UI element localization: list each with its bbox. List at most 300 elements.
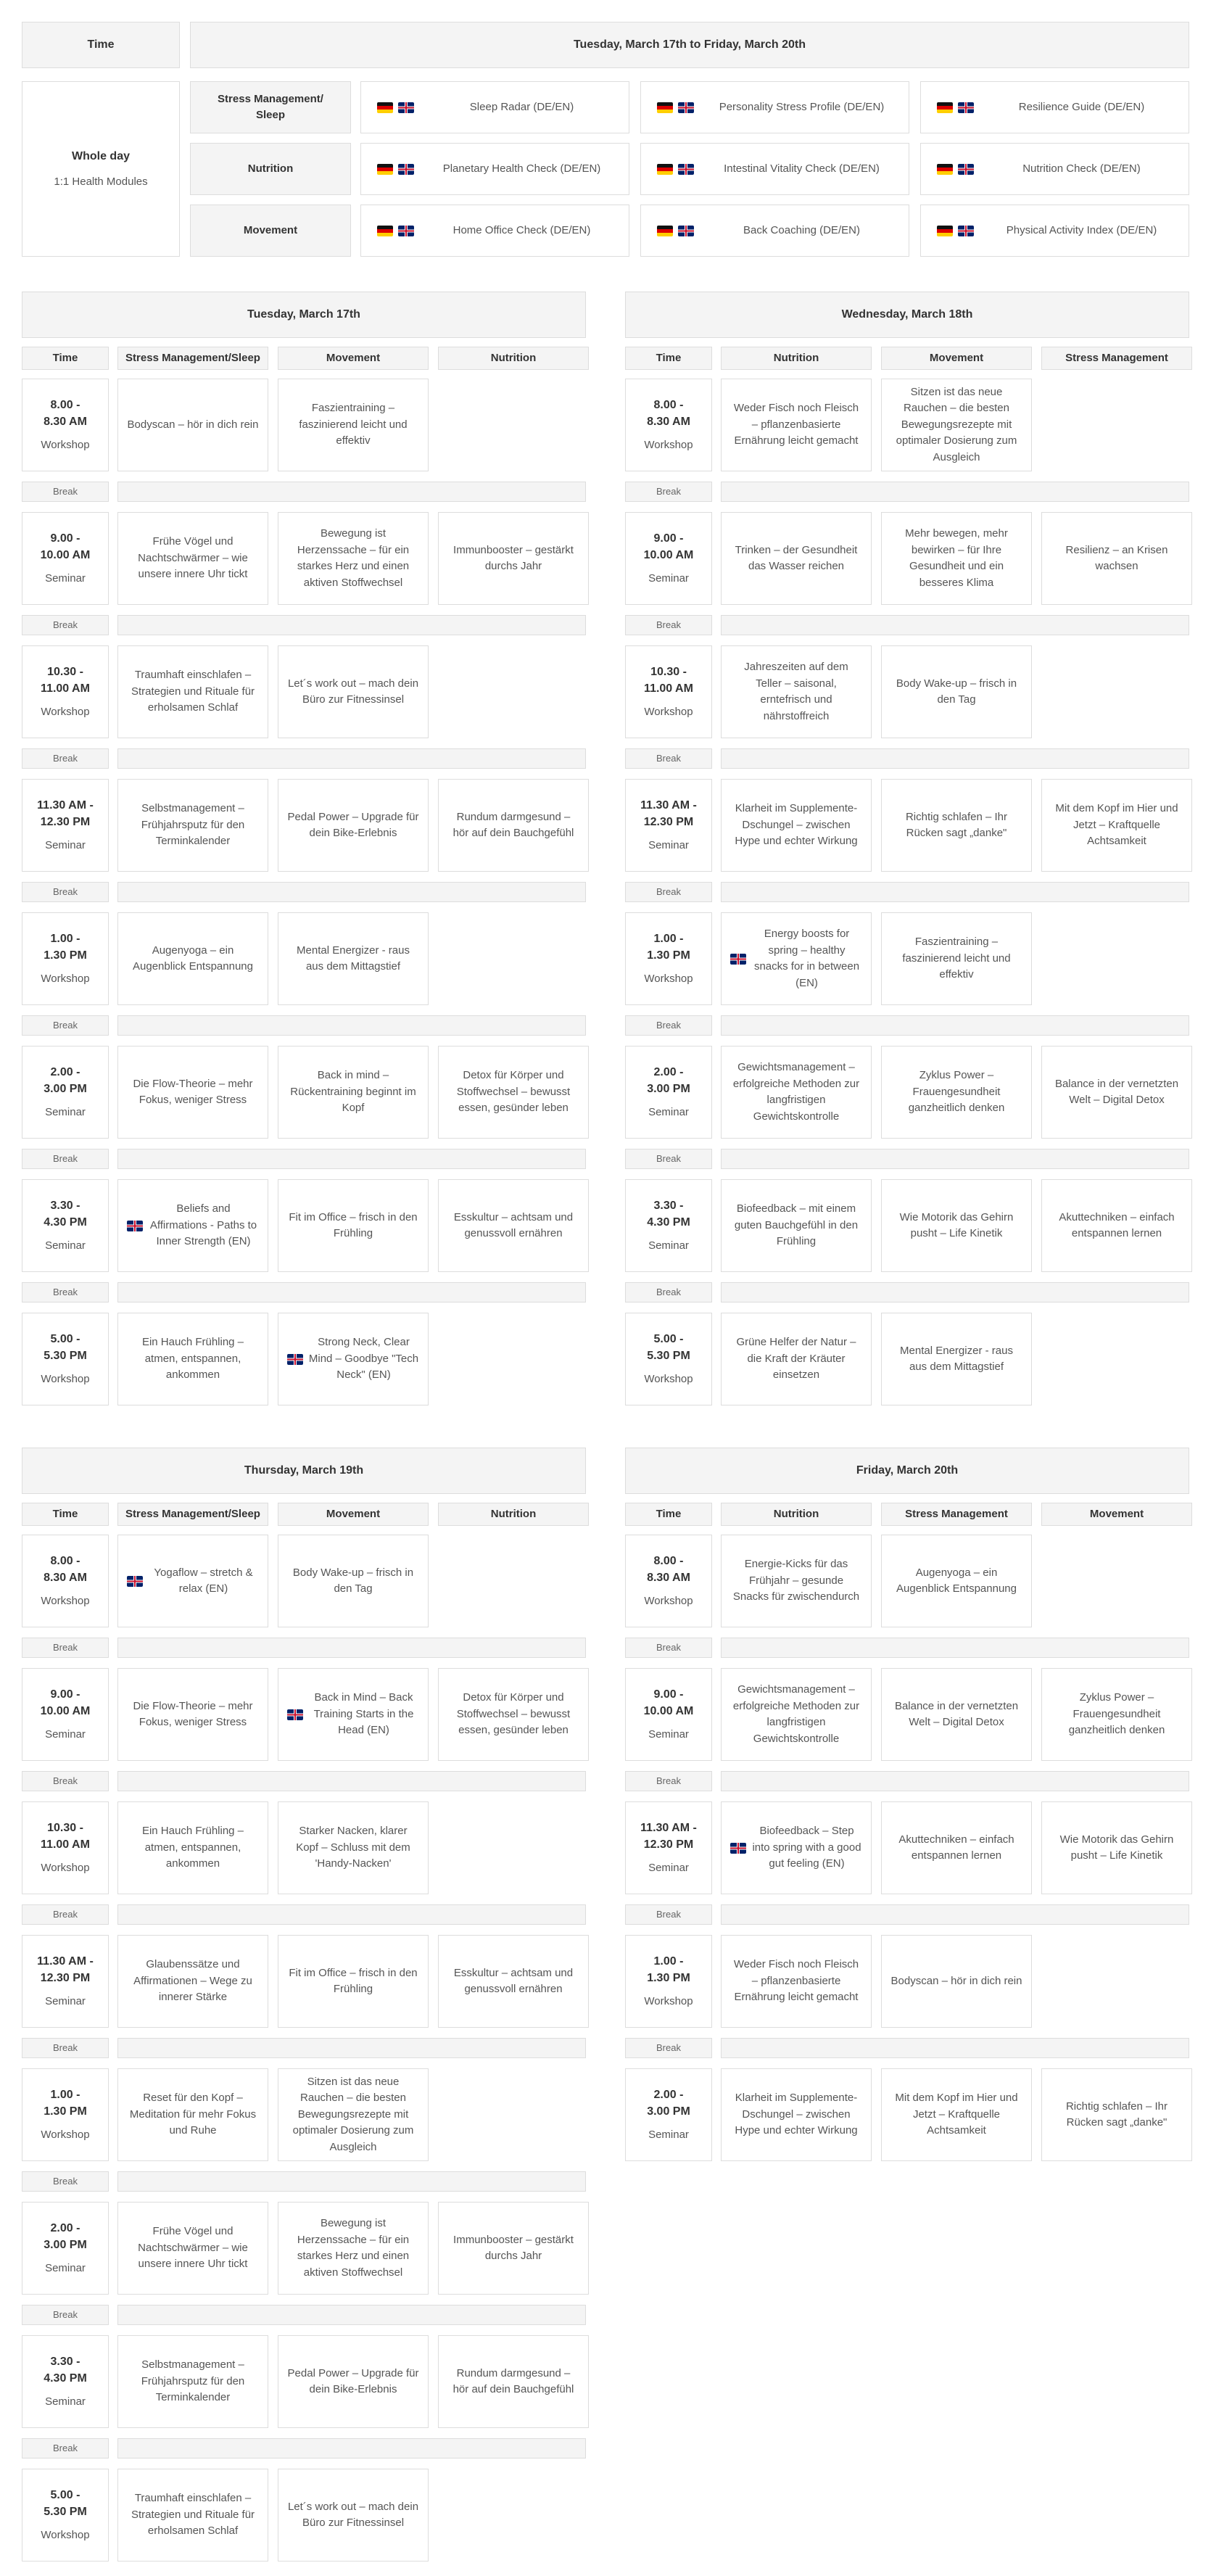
session-cell[interactable] <box>278 1935 429 2028</box>
session-cell[interactable] <box>438 2335 589 2428</box>
session-content <box>722 2090 871 2139</box>
session-content <box>882 1068 1031 1117</box>
session-content <box>118 1698 268 1731</box>
session-cell[interactable] <box>278 1313 429 1405</box>
german-flag-icon <box>657 102 673 113</box>
time-slot-cell <box>625 912 712 1005</box>
session-content <box>118 534 268 583</box>
uk-flag-icon <box>287 1354 303 1365</box>
session-content <box>722 542 871 575</box>
session-cell[interactable] <box>278 2335 429 2428</box>
session-cell[interactable] <box>278 2469 429 2561</box>
session-title: Gewichtsmanagement – erfolgreiche Methoden zur langfristigen Gewichtskontrolle <box>732 1683 860 1745</box>
session-cell[interactable] <box>721 645 872 738</box>
language-flags <box>657 102 699 113</box>
time-slot-cell <box>625 1313 712 1405</box>
session-content <box>722 400 871 450</box>
time-slot-cell <box>22 379 109 471</box>
german-flag-icon <box>937 164 953 175</box>
uk-flag-icon <box>287 1709 303 1720</box>
column-header-label: Movement <box>326 1507 381 1520</box>
break-bar <box>117 1015 586 1036</box>
slot-time: 3.30 - 4.30 PM <box>44 2355 87 2385</box>
slot-time: 3.30 - 4.30 PM <box>647 1199 690 1229</box>
session-cell[interactable] <box>881 379 1032 471</box>
session-title: Weder Fisch noch Fleisch – pflanzenbasierte Ernährung leicht gemacht <box>733 402 859 447</box>
break-label: Break <box>53 1020 78 1031</box>
session-cell[interactable] <box>438 1046 589 1139</box>
health-module-item[interactable] <box>360 81 629 133</box>
break-label: Break <box>53 1287 78 1298</box>
health-module-item[interactable] <box>640 143 909 195</box>
session-cell[interactable] <box>881 512 1032 605</box>
session-content <box>278 2366 428 2398</box>
session-cell[interactable] <box>117 1535 268 1627</box>
language-flags <box>377 164 419 175</box>
day-title: Thursday, March 19th <box>244 1464 364 1477</box>
session-cell[interactable] <box>278 912 429 1005</box>
session-cell[interactable] <box>278 379 429 471</box>
column-header-label: Movement <box>929 351 984 364</box>
uk-flag-icon <box>127 1576 143 1587</box>
time-slot-cell <box>22 1801 109 1894</box>
slot-time: 10.30 - 11.00 AM <box>41 1821 90 1851</box>
time-slot-cell <box>22 2335 109 2428</box>
slot-type: Seminar <box>45 2395 86 2408</box>
session-title: Jahreszeiten auf dem Teller – saisonal, erntefrisch und nährstoffreich <box>744 661 848 722</box>
column-header <box>1041 347 1192 370</box>
session-cell[interactable] <box>881 645 1032 738</box>
column-header-label: Stress Management <box>905 1507 1008 1520</box>
break-label: Break <box>656 1775 681 1787</box>
session-content <box>882 1832 1031 1865</box>
break-bar <box>721 1638 1189 1658</box>
session-cell[interactable] <box>881 1801 1032 1894</box>
slot-time: 9.00 - 10.00 AM <box>643 1688 694 1717</box>
session-cell[interactable] <box>278 2202 429 2295</box>
session-content <box>118 943 268 975</box>
session-content <box>722 1201 871 1250</box>
session-title: Biofeedback – mit einem guten Bauchgefühl in den Frühling <box>734 1202 859 1248</box>
break-label-cell <box>625 1638 712 1658</box>
break-label: Break <box>656 1642 681 1654</box>
session-cell[interactable] <box>881 2068 1032 2161</box>
column-header-label: Time <box>52 351 78 364</box>
day-title-header <box>625 1448 1189 1494</box>
session-title: Bewegung ist Herzenssache – für ein starkes Herz und einen aktiven Stoffwechsel <box>297 527 410 589</box>
health-module-item[interactable] <box>640 81 909 133</box>
german-flag-icon <box>937 226 953 236</box>
column-header-label: Movement <box>1089 1507 1144 1520</box>
break-label: Break <box>656 886 681 898</box>
health-module-item[interactable] <box>920 81 1189 133</box>
session-content <box>722 1556 871 1606</box>
session-title: Fit im Office – frisch in den Frühling <box>289 1966 418 1995</box>
session-title: Wie Motorik das Gehirn pusht – Life Kinetik <box>1059 1833 1174 1862</box>
session-title: Traumhaft einschlafen – Strategien und Rituale für erholsamen Schlaf <box>131 669 255 714</box>
session-cell[interactable] <box>721 1535 872 1627</box>
module-name: Physical Activity Index (DE/EN) <box>1006 223 1157 236</box>
modules-label: 1:1 Health Modules <box>54 175 148 188</box>
session-title: Sitzen ist das neue Rauchen – die besten Bewegungsrezepte mit optimaler Dosierung zum Ausgleich <box>896 385 1017 463</box>
module-name: Nutrition Check (DE/EN) <box>1022 162 1141 175</box>
session-title: Energy boosts for spring – healthy snacks for in between (EN) <box>753 928 860 989</box>
session-title: Zyklus Power – Frauengesundheit ganzheitlich denken <box>1068 1691 1165 1737</box>
slot-type: Workshop <box>644 705 693 718</box>
break-label-cell <box>22 2038 109 2058</box>
break-label-cell <box>22 1638 109 1658</box>
session-cell[interactable] <box>721 1801 872 1894</box>
uk-flag-icon <box>678 164 694 175</box>
break-label-cell <box>22 1149 109 1169</box>
break-label-cell <box>22 882 109 902</box>
session-cell[interactable] <box>721 1179 872 1272</box>
session-content <box>278 1210 428 1242</box>
time-slot-cell <box>625 379 712 471</box>
uk-flag-icon <box>730 1843 746 1854</box>
session-cell[interactable] <box>1041 1801 1192 1894</box>
slot-type: Workshop <box>41 705 90 718</box>
session-title: Bodyscan – hör in dich rein <box>127 418 259 431</box>
session-cell[interactable] <box>278 645 429 738</box>
time-slot-cell <box>625 512 712 605</box>
break-label-cell <box>22 1282 109 1303</box>
whole-day-label: Whole day <box>71 149 130 162</box>
session-cell[interactable] <box>438 1179 589 1272</box>
session-title: Pedal Power – Upgrade für dein Bike-Erlebnis <box>287 2366 419 2395</box>
session-cell[interactable] <box>117 2469 268 2561</box>
session-cell[interactable] <box>278 1668 429 1761</box>
time-slot-cell <box>22 912 109 1005</box>
break-bar <box>117 748 586 769</box>
time-slot-cell <box>22 1313 109 1405</box>
session-content <box>722 1682 871 1747</box>
session-cell[interactable] <box>881 1046 1032 1139</box>
break-label-cell <box>22 2305 109 2325</box>
session-title: Reset für den Kopf – Meditation für mehr Fokus und Ruhe <box>129 2092 257 2137</box>
session-content <box>722 1060 871 1125</box>
session-cell[interactable] <box>1041 779 1192 872</box>
break-label: Break <box>53 1775 78 1787</box>
break-bar <box>117 2438 586 2459</box>
session-content <box>278 943 428 975</box>
session-title: Augenyoga – ein Augenblick Entspannung <box>133 944 253 973</box>
slot-time: 5.00 - 5.30 PM <box>44 1332 87 1362</box>
slot-type: Workshop <box>644 1994 693 2007</box>
session-cell[interactable] <box>881 1668 1032 1761</box>
session-cell[interactable] <box>117 379 268 471</box>
module-category <box>190 143 351 195</box>
session-content <box>1042 801 1191 850</box>
session-cell[interactable] <box>117 2202 268 2295</box>
session-cell[interactable] <box>721 1046 872 1139</box>
break-bar <box>117 2171 586 2192</box>
session-cell[interactable] <box>438 1668 589 1761</box>
session-cell[interactable] <box>278 512 429 605</box>
uk-flag-icon <box>958 102 974 113</box>
session-cell[interactable] <box>278 2068 429 2161</box>
health-module-item[interactable] <box>360 143 629 195</box>
session-cell[interactable] <box>721 512 872 605</box>
language-flags <box>937 102 979 113</box>
session-content <box>882 384 1031 466</box>
session-content <box>882 676 1031 709</box>
session-cell[interactable] <box>117 1801 268 1894</box>
session-title: Akuttechniken – einfach entspannen lernen <box>898 1833 1014 1862</box>
module-name: Back Coaching (DE/EN) <box>743 223 860 236</box>
session-content <box>118 417 268 434</box>
break-label-cell <box>22 482 109 502</box>
break-label: Break <box>656 486 681 498</box>
session-cell[interactable] <box>721 912 872 1005</box>
session-cell[interactable] <box>1041 1668 1192 1761</box>
session-title: Balance in der vernetzten Welt – Digital Detox <box>1054 1077 1179 1106</box>
column-header <box>278 347 429 370</box>
session-cell[interactable] <box>881 912 1032 1005</box>
column-header-label: Movement <box>326 351 381 364</box>
break-bar <box>721 1149 1189 1169</box>
slot-type: Workshop <box>644 972 693 985</box>
column-header <box>881 347 1032 370</box>
session-cell[interactable] <box>881 1535 1032 1627</box>
session-cell[interactable] <box>1041 512 1192 605</box>
session-cell[interactable] <box>117 1668 268 1761</box>
session-cell[interactable] <box>117 1179 268 1272</box>
session-title: Pedal Power – Upgrade für dein Bike-Erlebnis <box>287 810 419 839</box>
session-title: Yogaflow – stretch & relax (EN) <box>154 1566 253 1595</box>
slot-time: 8.00 - 8.30 AM <box>44 1554 87 1584</box>
break-bar <box>721 615 1189 635</box>
break-label-cell <box>22 1904 109 1925</box>
session-title: Selbstmanagement – Frühjahrsputz für den Terminkalender <box>141 2358 245 2404</box>
health-module-item[interactable] <box>360 205 629 257</box>
session-title: Glaubenssätze und Affirmationen – Wege zu innerer Stärke <box>133 1958 252 2004</box>
session-content <box>118 1334 268 1384</box>
slot-time: 2.00 - 3.00 PM <box>44 2221 87 2251</box>
whole-day-cell <box>22 81 180 257</box>
slot-time: 1.00 - 1.30 PM <box>647 932 690 962</box>
session-content <box>118 2490 268 2540</box>
health-module-item[interactable] <box>920 143 1189 195</box>
break-label: Break <box>53 1642 78 1654</box>
session-title: Frühe Vögel und Nachtschwärmer – wie unsere innere Uhr tickt <box>138 535 248 581</box>
session-title: Weder Fisch noch Fleisch – pflanzenbasierte Ernährung leicht gemacht <box>733 1958 859 2004</box>
session-content <box>278 1690 428 1739</box>
break-label: Break <box>53 2309 78 2321</box>
break-bar <box>721 482 1189 502</box>
break-label: Break <box>53 2176 78 2187</box>
session-title: Detox für Körper und Stoffwechsel – bewusst essen, gesünder leben <box>456 1691 571 1737</box>
session-content <box>439 1690 588 1739</box>
session-title: Esskultur – achtsam und genussvoll ernähren <box>453 1966 574 1995</box>
session-cell[interactable] <box>117 1935 268 2028</box>
time-slot-cell <box>22 1179 109 1272</box>
slot-time: 1.00 - 1.30 PM <box>44 2088 87 2118</box>
session-cell[interactable] <box>278 1535 429 1627</box>
session-content <box>118 2090 268 2139</box>
break-label: Break <box>53 2443 78 2454</box>
session-title: Resilienz – an Krisen wachsen <box>1065 543 1168 572</box>
column-header <box>22 347 109 370</box>
break-label-cell <box>22 1015 109 1036</box>
module-category-label: Nutrition <box>247 162 294 175</box>
session-cell[interactable] <box>117 512 268 605</box>
column-header <box>721 347 872 370</box>
break-bar <box>117 615 586 635</box>
session-title: Trinken – der Gesundheit das Wasser reichen <box>735 543 858 572</box>
slot-time: 2.00 - 3.00 PM <box>647 1065 690 1095</box>
session-title: Ein Hauch Frühling – atmen, entspannen, ankommen <box>141 1336 244 1382</box>
break-label-cell <box>22 2171 109 2192</box>
session-title: Frühe Vögel und Nachtschwärmer – wie unsere innere Uhr tickt <box>138 2225 248 2271</box>
session-cell[interactable] <box>117 1313 268 1405</box>
day-title: Wednesday, March 18th <box>841 308 973 321</box>
german-flag-icon <box>657 226 673 236</box>
session-content <box>118 2224 268 2273</box>
slot-type: Seminar <box>648 1105 689 1118</box>
module-name: Home Office Check (DE/EN) <box>452 223 591 236</box>
session-cell[interactable] <box>117 2335 268 2428</box>
session-cell[interactable] <box>117 912 268 1005</box>
session-title: Augenyoga – ein Augenblick Entspannung <box>896 1566 1017 1595</box>
slot-type: Seminar <box>648 1239 689 1252</box>
session-content <box>439 1068 588 1117</box>
session-cell[interactable] <box>1041 2068 1192 2161</box>
session-content <box>882 1343 1031 1376</box>
session-cell[interactable] <box>438 779 589 872</box>
session-title: Die Flow-Theorie – mehr Fokus, weniger Stress <box>133 1699 253 1728</box>
session-cell[interactable] <box>721 1313 872 1405</box>
column-header <box>438 1503 589 1526</box>
uk-flag-icon <box>127 1221 143 1231</box>
session-cell[interactable] <box>881 1313 1032 1405</box>
session-content <box>278 1068 428 1117</box>
break-label-cell <box>22 748 109 769</box>
column-header <box>721 1503 872 1526</box>
session-cell[interactable] <box>721 379 872 471</box>
break-bar <box>117 1638 586 1658</box>
session-content <box>882 1565 1031 1598</box>
column-header-label: Stress Management/Sleep <box>125 351 260 364</box>
time-slot-cell <box>22 1668 109 1761</box>
session-content <box>278 2216 428 2281</box>
session-title: Energie-Kicks für das Frühjahr – gesunde Snacks für zwischendurch <box>732 1558 860 1603</box>
session-cell[interactable] <box>1041 1046 1192 1139</box>
session-cell[interactable] <box>438 2202 589 2295</box>
session-cell[interactable] <box>881 1179 1032 1272</box>
session-cell[interactable] <box>881 779 1032 872</box>
break-label: Break <box>53 753 78 764</box>
session-content <box>278 1965 428 1998</box>
session-title: Faszientraining – faszinierend leicht und effektiv <box>902 936 1011 981</box>
language-flags <box>937 226 979 236</box>
uk-flag-icon <box>398 102 414 113</box>
column-header-label: Stress Management <box>1065 351 1168 364</box>
session-content <box>278 676 428 709</box>
session-content <box>439 2366 588 2398</box>
session-cell[interactable] <box>117 645 268 738</box>
slot-time: 11.30 AM - 12.30 PM <box>640 1821 697 1851</box>
session-title: Wie Motorik das Gehirn pusht – Life Kinetik <box>899 1210 1014 1239</box>
module-name: Planetary Health Check (DE/EN) <box>442 162 601 175</box>
slot-type: Seminar <box>45 1727 86 1741</box>
slot-time: 8.00 - 8.30 AM <box>44 398 87 428</box>
session-cell[interactable] <box>721 2068 872 2161</box>
slot-time: 5.00 - 5.30 PM <box>647 1332 690 1362</box>
column-header-label: Nutrition <box>773 351 819 364</box>
slot-type: Seminar <box>45 1994 86 2007</box>
session-title: Balance in der vernetzten Welt – Digital Detox <box>894 1699 1019 1728</box>
session-title: Beliefs and Affirmations - Paths to Inner Strength (EN) <box>149 1202 257 1248</box>
session-content <box>118 667 268 717</box>
session-cell[interactable] <box>881 1935 1032 2028</box>
session-cell[interactable] <box>117 1046 268 1139</box>
session-cell[interactable] <box>1041 1179 1192 1272</box>
break-label: Break <box>656 1287 681 1298</box>
uk-flag-icon <box>398 226 414 236</box>
session-content <box>882 809 1031 842</box>
break-bar <box>721 882 1189 902</box>
session-content <box>722 801 871 850</box>
slot-type: Workshop <box>41 1594 90 1607</box>
session-cell[interactable] <box>278 1179 429 1272</box>
column-header-label: Time <box>52 1507 78 1520</box>
time-slot-cell <box>22 2068 109 2161</box>
slot-time: 1.00 - 1.30 PM <box>44 932 87 962</box>
session-content <box>118 2357 268 2406</box>
time-slot-cell <box>625 1935 712 2028</box>
session-title: Body Wake-up – frisch in den Tag <box>896 677 1017 706</box>
column-header-label: Time <box>656 351 682 364</box>
session-content <box>278 2499 428 2532</box>
session-cell[interactable] <box>278 779 429 872</box>
time-header-label: Time <box>87 38 115 51</box>
break-label-cell <box>625 2038 712 2058</box>
health-module-item[interactable] <box>920 205 1189 257</box>
break-label-cell <box>625 1149 712 1169</box>
session-title: Richtig schlafen – Ihr Rücken sagt „danke" <box>1065 2100 1168 2129</box>
session-title: Klarheit im Supplemente-Dschungel – zwischen Hype und echter Wirkung <box>735 802 858 848</box>
session-cell[interactable] <box>721 779 872 872</box>
date-range-label: Tuesday, March 17th to Friday, March 20th <box>573 38 806 51</box>
slot-type: Seminar <box>648 571 689 585</box>
session-content <box>278 400 428 450</box>
session-cell[interactable] <box>438 1935 589 2028</box>
session-cell[interactable] <box>117 2068 268 2161</box>
session-content <box>439 809 588 842</box>
slot-time: 1.00 - 1.30 PM <box>647 1954 690 1984</box>
slot-type: Seminar <box>45 571 86 585</box>
column-header <box>625 347 712 370</box>
session-cell[interactable] <box>278 1046 429 1139</box>
break-bar <box>721 1015 1189 1036</box>
date-range-header <box>190 22 1189 68</box>
break-label-cell <box>625 882 712 902</box>
session-cell[interactable] <box>721 1935 872 2028</box>
health-module-item[interactable] <box>640 205 909 257</box>
session-cell[interactable] <box>721 1668 872 1761</box>
session-content <box>882 934 1031 983</box>
session-cell[interactable] <box>278 1801 429 1894</box>
break-label: Break <box>53 1153 78 1165</box>
day-title-header <box>22 292 586 338</box>
session-content <box>118 801 268 850</box>
session-cell[interactable] <box>117 779 268 872</box>
break-bar <box>721 1282 1189 1303</box>
slot-type: Workshop <box>644 1372 693 1385</box>
session-cell[interactable] <box>438 512 589 605</box>
time-slot-cell <box>625 1535 712 1627</box>
